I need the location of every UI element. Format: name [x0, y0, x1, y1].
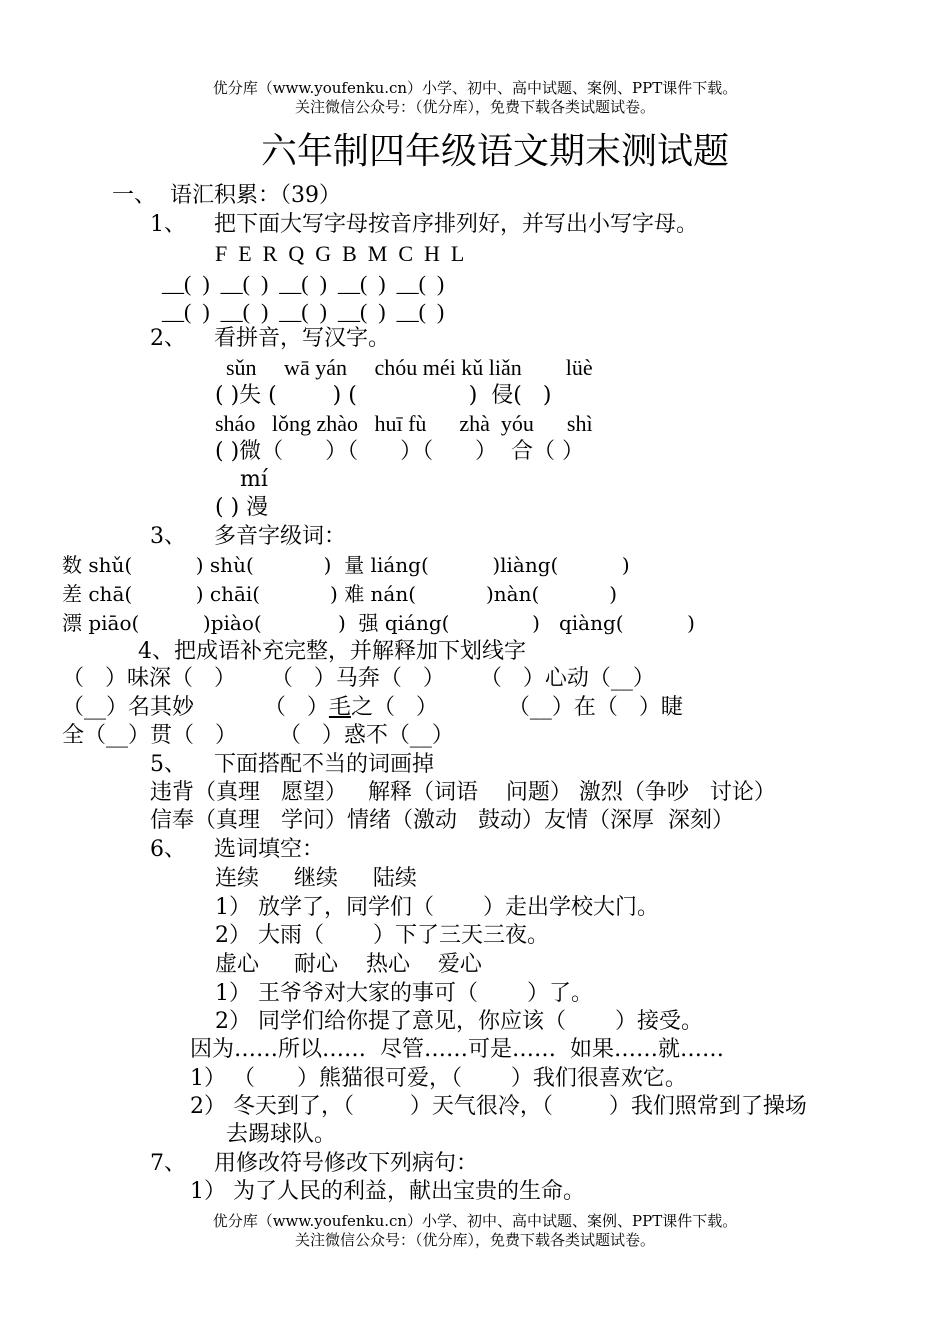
q4-row-2-part-a: （__）名其妙 （ ） [62, 695, 329, 720]
q5-row-2: 信奉（真理 学问）情绪（激动 鼓动）友情（深厚 深刻） [150, 808, 734, 833]
header-line-2: 关注微信公众号：（优分库），免费下载各类试题试卷。 [294, 98, 655, 116]
q6-word-group-3: 因为……所以…… 尽管……可是…… 如果……就…… [190, 1037, 724, 1062]
q4-row-3: 全（__）贯（ ） （ ）惑不（__） [62, 723, 454, 748]
q6-sentence-1: 1） 放学了，同学们（ ）走出学校大门。 [215, 895, 659, 920]
q6-sentence-6: 2） 冬天到了，（ ）天气很冷，（ ）我们照常到了操场 [190, 1094, 807, 1119]
q7-sentence-1: 1） 为了人民的利益，献出宝贵的生命。 [190, 1179, 585, 1204]
q4-row-2 [62, 694, 683, 722]
q1-answer-row-1: __( ) __( ) __( ) __( ) __( ) [162, 271, 445, 296]
q6-sentence-6-continued: 去踢球队。 [226, 1122, 337, 1147]
footer-line-2: 关注微信公众号：（优分库），免费下载各类试题试卷。 [294, 1231, 655, 1249]
q3-heading: 3、 多音字级词： [150, 524, 346, 549]
q2-pinyin-row-1: sǔn wā yán chóu méi kǔ liǎn lüè [226, 355, 593, 380]
q4-row-1: （ ）味深（ ） （ ）马奔（ ） （ ）心动（__） [62, 666, 655, 691]
q1-heading: 1、 把下面大写字母按音序排列好，并写出小写字母。 [150, 212, 698, 237]
q4-heading: 4、把成语补充完整，并解释加下划线字 [138, 639, 526, 664]
q2-hanzi-row-1: ( )失 ( ) ( ) 侵( ) [215, 383, 552, 408]
q3-row-1: 数 shǔ( ) shù( ) 量 liáng( )liàng( ) [62, 553, 630, 577]
page-title: 六年制四年级语文期末测试题 [260, 131, 729, 172]
q4-underlined-char: 毛 [328, 695, 351, 720]
q6-word-group-1: 连续 继续 陆续 [215, 866, 417, 891]
q1-letters: F E R Q G B M C H L [215, 241, 465, 266]
q6-sentence-3: 1） 王爷爷对大家的事可（ ）了。 [215, 981, 593, 1006]
q2-pinyin-row-2: sháo lǒng zhào huī fù zhà yóu shì [215, 411, 593, 436]
section-heading: 一、 语汇积累：（39） [112, 183, 341, 208]
q5-row-1: 违背（真理 愿望） 解释（词语 问题） 激烈（争吵 讨论） [150, 780, 776, 805]
q5-heading: 5、 下面搭配不当的词画掉 [150, 752, 434, 777]
q1-answer-row-2: __( ) __( ) __( ) __( ) __( ) [162, 299, 445, 324]
q2-heading: 2、 看拼音，写汉字。 [150, 326, 390, 351]
header-line-1: 优分库（www.youfenku.cn）小学、初中、高中试题、案例、PPT课件下载。 [212, 79, 738, 97]
q2-hanzi-row-3: ( ) 漫 [215, 495, 269, 520]
q3-row-2: 差 chā( ) chāi( ) 难 nán( )nàn( ) [62, 582, 617, 606]
q3-row-3: 漂 piāo( )piào( ) 强 qiáng( ) qiàng( ) [62, 611, 695, 635]
q6-word-group-2: 虚心 耐心 热心 爱心 [215, 952, 482, 977]
q2-hanzi-row-2: ( )微（ ）（ ）（ ） 合（ ） [215, 439, 585, 464]
footer-line-1: 优分库（www.youfenku.cn）小学、初中、高中试题、案例、PPT课件下载。 [212, 1212, 738, 1230]
q7-heading: 7、 用修改符号修改下列病句： [150, 1151, 478, 1176]
q6-sentence-5: 1） （ ）熊猫很可爱，（ ）我们很喜欢它。 [190, 1066, 687, 1091]
q6-heading: 6、 选词填空： [150, 837, 324, 862]
q6-sentence-2: 2） 大雨（ ）下了三天三夜。 [215, 923, 549, 948]
q4-row-2-part-b: 之（ ） （__）在（ ）睫 [350, 695, 683, 720]
q6-sentence-4: 2） 同学们给你提了意见，你应该（ ）接受。 [215, 1009, 703, 1034]
q2-pinyin-row-3: mí [240, 467, 268, 492]
